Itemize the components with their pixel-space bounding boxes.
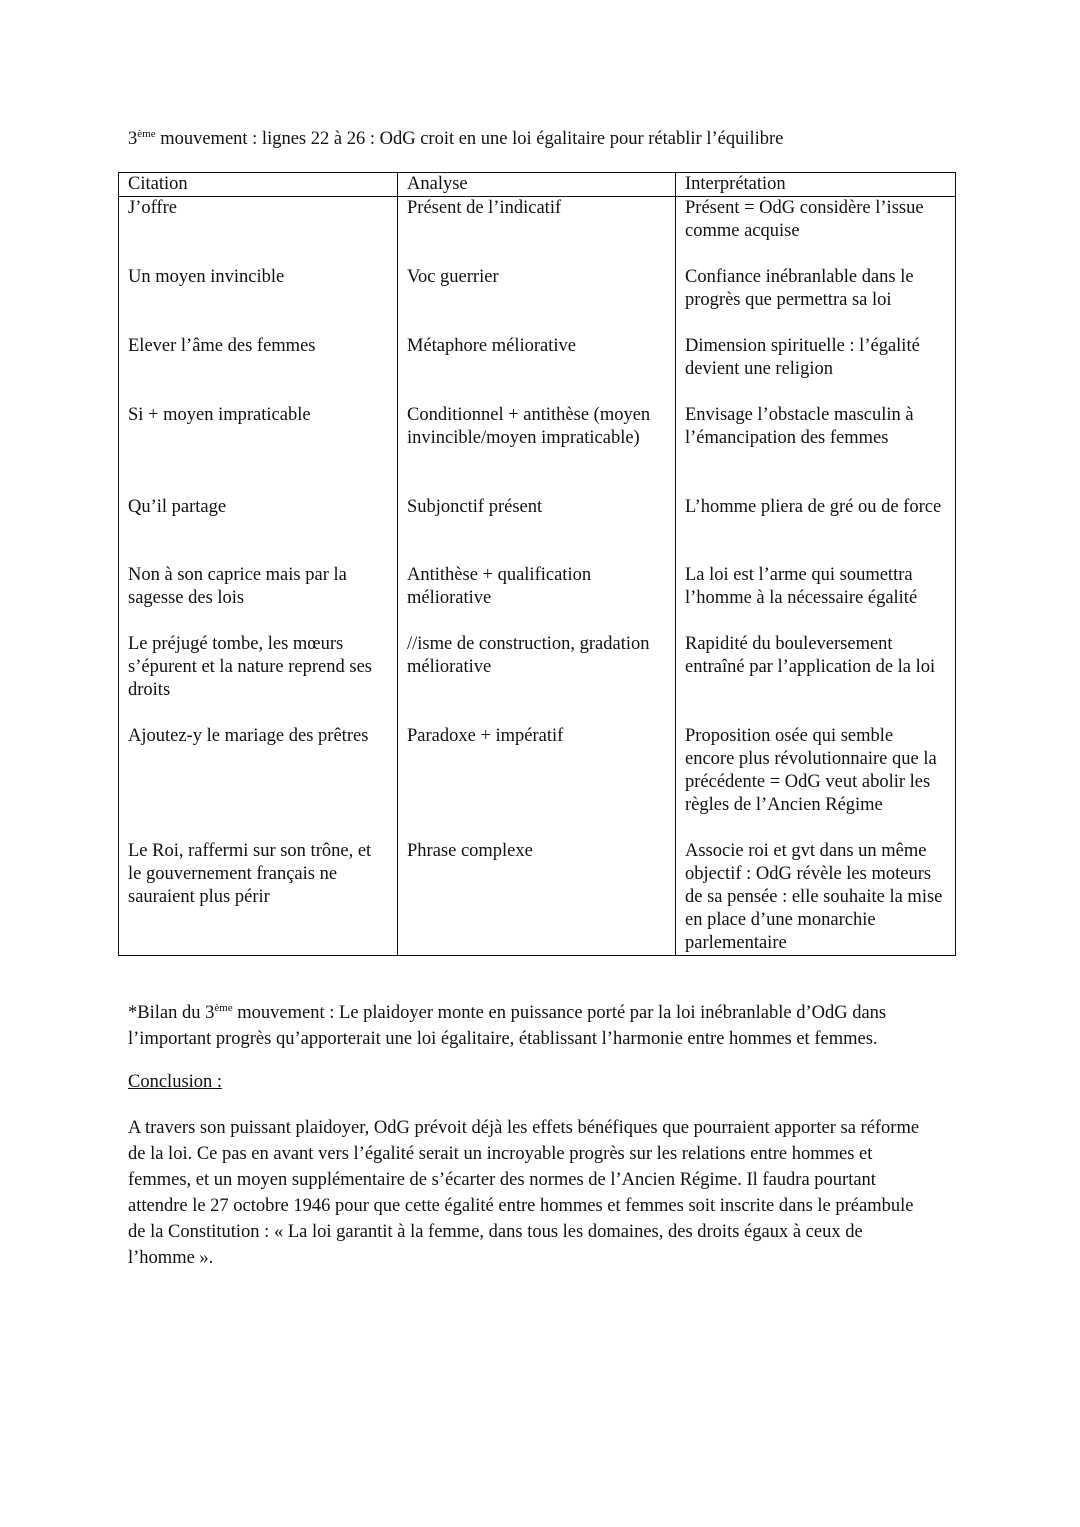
bilan-text: mouvement : Le plaidoyer monte en puissance porté par la loi inébranlable d’OdG dans l’important progrès qu’apporterait une loi égalitaire, établissant l’harmonie entre hommes et femmes. xyxy=(128,1003,887,1049)
bilan-superscript: ème xyxy=(214,1002,233,1014)
cell-analyse: //isme de construction, gradation méliorative xyxy=(398,633,676,725)
table-row xyxy=(119,633,956,725)
table-header-row xyxy=(119,173,956,197)
cell-analyse: Antithèse + qualification méliorative xyxy=(398,564,676,633)
cell-analyse: Paradoxe + impératif xyxy=(398,725,676,840)
bilan-prefix: *Bilan du 3 xyxy=(128,1003,215,1023)
cell-citation: Un moyen invincible xyxy=(119,266,398,335)
table-body xyxy=(119,197,956,956)
cell-citation: Le préjugé tombe, les mœurs s’épurent et la nature reprend ses droits xyxy=(119,633,398,725)
heading-number: 3 xyxy=(128,129,138,149)
cell-analyse: Conditionnel + antithèse (moyen invincible/moyen impraticable) xyxy=(398,404,676,496)
cell-interpretation: Rapidité du bouleversement entraîné par l’application de la loi xyxy=(676,633,956,725)
cell-interpretation: Confiance inébranlable dans le progrès que permettra sa loi xyxy=(676,266,956,335)
table-row xyxy=(119,496,956,564)
header-citation: Citation xyxy=(119,173,398,197)
cell-citation: Non à son caprice mais par la sagesse des lois xyxy=(119,564,398,633)
section-heading xyxy=(128,128,958,151)
cell-citation: Elever l’âme des femmes xyxy=(119,335,398,404)
header-interpretation: Interprétation xyxy=(676,173,956,197)
cell-citation: Qu’il partage xyxy=(119,496,398,564)
cell-interpretation: Proposition osée qui semble encore plus révolutionnaire que la précédente = OdG veut abolir les règles de l’Ancien Régime xyxy=(676,725,956,840)
table-row xyxy=(119,335,956,404)
header-analyse: Analyse xyxy=(398,173,676,197)
cell-interpretation: L’homme pliera de gré ou de force xyxy=(676,496,956,564)
table-row xyxy=(119,840,956,956)
analysis-table xyxy=(118,172,956,956)
cell-analyse: Métaphore méliorative xyxy=(398,335,676,404)
table-row xyxy=(119,404,956,496)
bilan-paragraph xyxy=(128,1000,968,1052)
cell-interpretation: Associe roi et gvt dans un même objectif : OdG révèle les moteurs de sa pensée : elle souhaite la mise en place d’une monarchie parlementaire xyxy=(676,840,956,956)
cell-analyse: Subjonctif présent xyxy=(398,496,676,564)
cell-citation: J’offre xyxy=(119,197,398,266)
cell-interpretation: Dimension spirituelle : l’égalité devient une religion xyxy=(676,335,956,404)
heading-superscript: ème xyxy=(137,128,156,140)
heading-text: mouvement : lignes 22 à 26 : OdG croit en une loi égalitaire pour rétablir l’équilibre xyxy=(155,129,784,149)
cell-interpretation: La loi est l’arme qui soumettra l’homme à la nécessaire égalité xyxy=(676,564,956,633)
cell-analyse: Voc guerrier xyxy=(398,266,676,335)
conclusion-title: Conclusion : xyxy=(128,1072,223,1092)
cell-citation: Ajoutez-y le mariage des prêtres xyxy=(119,725,398,840)
table-row xyxy=(119,197,956,266)
table-row xyxy=(119,564,956,633)
cell-interpretation: Présent = OdG considère l’issue comme acquise xyxy=(676,197,956,266)
cell-analyse: Phrase complexe xyxy=(398,840,676,956)
table-row xyxy=(119,266,956,335)
cell-interpretation: Envisage l’obstacle masculin à l’émancipation des femmes xyxy=(676,404,956,496)
table-row xyxy=(119,725,956,840)
cell-citation: Si + moyen impraticable xyxy=(119,404,398,496)
cell-analyse: Présent de l’indicatif xyxy=(398,197,676,266)
conclusion-text: A travers son puissant plaidoyer, OdG prévoit déjà les effets bénéfiques que pourraient apporter sa réforme de la loi. Ce pas en avant vers l’égalité serait un incroyable progrès sur les relations entre hommes et femmes, et un moyen supplémentaire de s’écarter des normes de l’Ancien Régime. Il faudra pourtant attendre le 27 octobre 1946 pour que cette égalité entre hommes et femmes soit inscrite dans le préambule de la Constitution : « La loi garantit à la femme, dans tous les domaines, des droits égaux à ceux de l’homme ». xyxy=(128,1118,920,1268)
cell-citation: Le Roi, raffermi sur son trône, et le gouvernement français ne sauraient plus périr xyxy=(119,840,398,956)
